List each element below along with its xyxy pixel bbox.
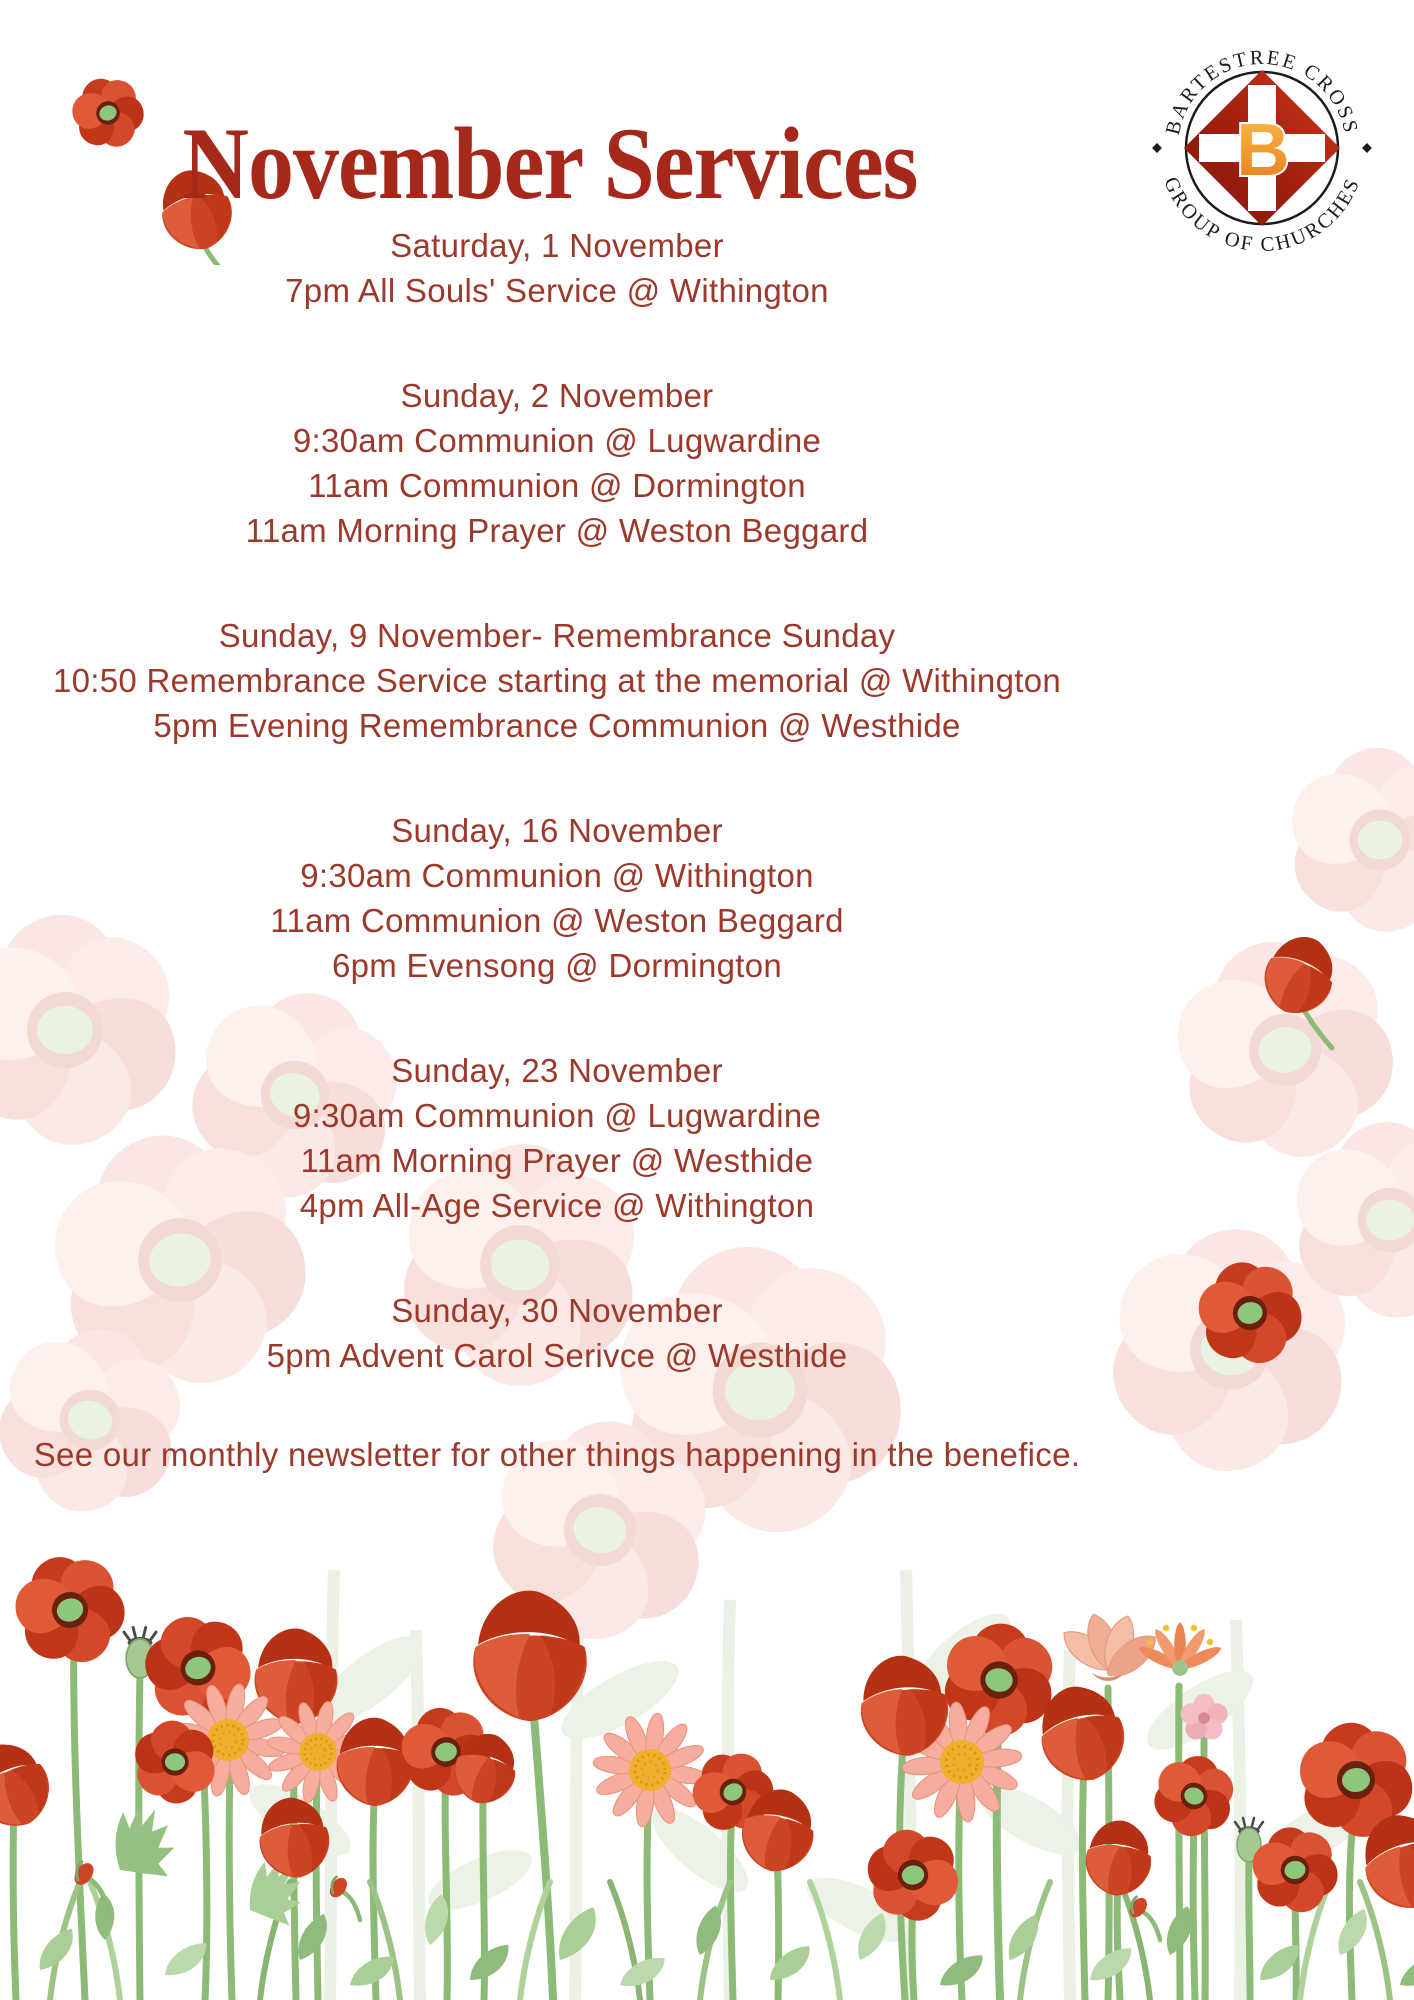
- poppy-flower-icon: [0, 1730, 63, 1839]
- service-line: 6pm Evensong @ Dormington: [331, 947, 783, 984]
- poppy-flower-icon: [1253, 930, 1346, 1024]
- service-schedule: [0, 223, 1114, 1438]
- poppy-flower-icon: [473, 1591, 587, 1722]
- floating-poppy-right-lower: [1175, 1245, 1325, 1395]
- service-line: 7pm All Souls' Service @ Withington: [285, 272, 829, 309]
- poppy-flower-icon: [855, 1821, 972, 1928]
- bottom-flower-border: [0, 1440, 1414, 2000]
- service-day-heading: Sunday, 23 November: [391, 1052, 723, 1089]
- newsletter-note: See our monthly newsletter for other things happening in the benefice.: [33, 1436, 1081, 1473]
- logo-monogram: B: [1236, 108, 1290, 191]
- logo-diamond-bullet-right: [1362, 143, 1372, 153]
- service-line: 4pm All-Age Service @ Withington: [299, 1187, 815, 1224]
- poppy-flower-icon: [1082, 1817, 1155, 1899]
- service-day-saturday-1-november: [0, 223, 1114, 313]
- floating-poppy-right-upper: [1235, 930, 1385, 1060]
- service-day-sunday-2-november: [0, 373, 1114, 553]
- salmon-flower-icon: [1056, 1610, 1163, 1684]
- page-title: November Services: [182, 105, 918, 221]
- poppy-flower-icon: [337, 1718, 414, 1806]
- service-line: 11am Morning Prayer @ Weston Beggard: [245, 512, 869, 549]
- service-line: 10:50 Remembrance Service starting at the memorial @ Withington: [53, 662, 1061, 699]
- service-line: 9:30am Communion @ Withington: [300, 857, 814, 894]
- service-line: 9:30am Communion @ Lugwardine: [292, 422, 822, 459]
- orange-flower-icon: [1136, 1622, 1224, 1676]
- logo-arc-top-text: BARTESTREE CROSS: [1162, 46, 1362, 137]
- poppy-flower-icon: [1139, 1745, 1250, 1849]
- service-line: 11am Morning Prayer @ Westhide: [300, 1142, 814, 1179]
- service-day-sunday-9-november: [0, 613, 1114, 748]
- service-line: 5pm Advent Carol Serivce @ Westhide: [266, 1337, 848, 1374]
- service-line: 5pm Evening Remembrance Communion @ Westhide: [153, 707, 961, 744]
- logo-arc-bottom-text: GROUP OF CHURCHES: [1159, 173, 1365, 257]
- pink-daisy-icon: [585, 1705, 714, 1834]
- service-line: 9:30am Communion @ Lugwardine: [292, 1097, 822, 1134]
- church-group-logo: [1137, 23, 1387, 273]
- service-day-heading: Saturday, 1 November: [390, 227, 724, 264]
- service-day-sunday-23-november: [0, 1048, 1114, 1228]
- service-day-heading: Sunday, 9 November- Remembrance Sunday: [218, 617, 896, 654]
- logo-diamond-bullet-left: [1152, 143, 1162, 153]
- service-line: 11am Communion @ Weston Beggard: [270, 902, 844, 939]
- service-line: 11am Communion @ Dormington: [308, 467, 806, 504]
- service-day-sunday-16-november: [0, 808, 1114, 988]
- service-day-heading: Sunday, 16 November: [391, 812, 723, 849]
- poppy-flower-icon: [1180, 1248, 1320, 1379]
- service-day-sunday-30-november: [0, 1288, 1114, 1378]
- service-day-heading: Sunday, 30 November: [391, 1292, 723, 1329]
- pink-flower-icon: [1180, 1694, 1227, 1740]
- service-day-heading: Sunday, 2 November: [400, 377, 714, 414]
